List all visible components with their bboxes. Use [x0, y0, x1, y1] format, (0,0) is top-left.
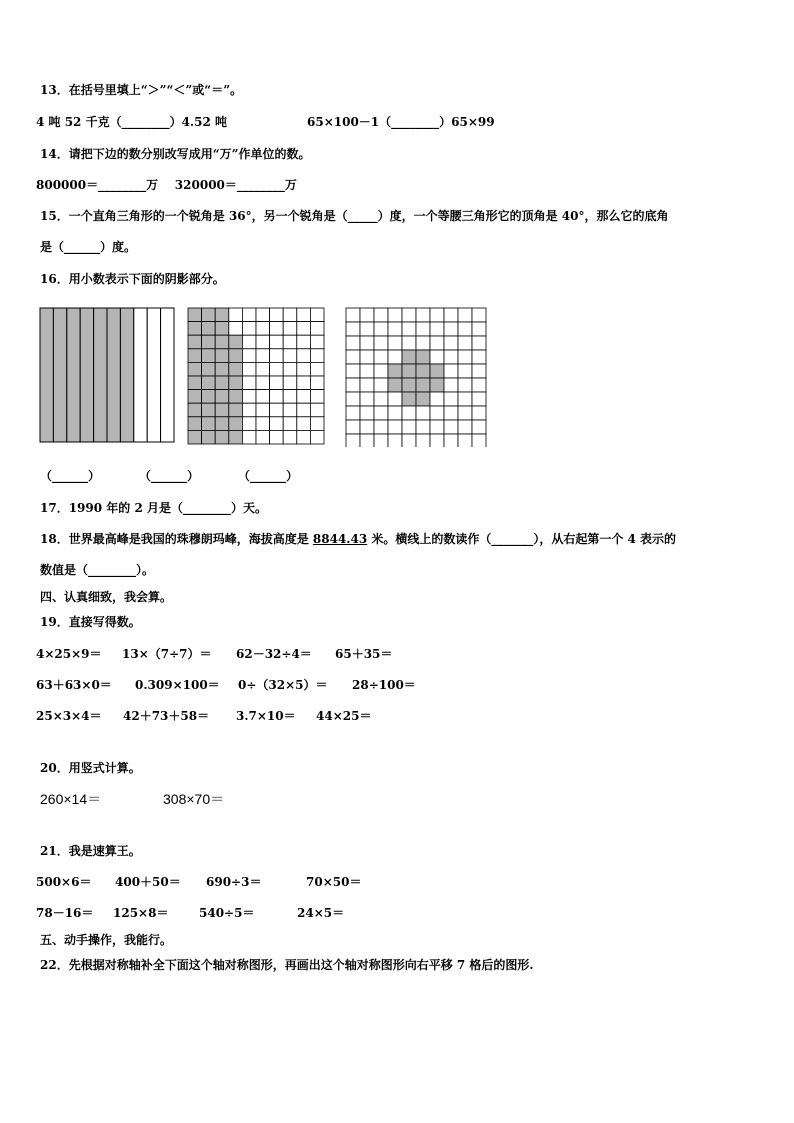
grid-cell	[297, 322, 311, 336]
grid-cell	[310, 390, 324, 404]
grid-cell	[472, 336, 486, 350]
q14-title: 14．请把下边的数分别改写成用“万”作单位的数。	[40, 147, 311, 161]
shaded-strip	[80, 308, 93, 442]
grid-cell	[283, 362, 297, 376]
grid-cell	[310, 308, 324, 322]
grid-cell	[270, 417, 284, 431]
grid-cell	[444, 364, 458, 378]
grid-cell	[256, 362, 270, 376]
shaded-cell	[229, 430, 243, 444]
q19-title: 19．直接写得数。	[40, 615, 141, 629]
grid-cell	[458, 434, 472, 447]
grid-cell	[297, 362, 311, 376]
grid-cell	[444, 336, 458, 350]
grid-cell	[346, 420, 360, 434]
shaded-cell	[188, 403, 202, 417]
grid-cell	[374, 322, 388, 336]
grid-cell	[430, 308, 444, 322]
grid-cell	[374, 420, 388, 434]
grid-cell	[270, 376, 284, 390]
shaded-cell	[202, 390, 216, 404]
grid-cell	[374, 434, 388, 447]
grid-cell	[472, 378, 486, 392]
q16-title: 16．用小数表示下面的阴影部分。	[40, 272, 225, 286]
grid-cell	[310, 335, 324, 349]
grid-cell	[346, 378, 360, 392]
strip	[147, 308, 160, 442]
grid-cell	[388, 406, 402, 420]
q19-r3c1: 25×3×4＝	[36, 709, 102, 723]
grid-cell	[402, 322, 416, 336]
shaded-cell	[188, 322, 202, 336]
grid-cell	[283, 403, 297, 417]
q19-r1c4: 65＋35＝	[335, 647, 393, 661]
shaded-cell	[188, 335, 202, 349]
q19-r1c2: 13×（7÷7）＝	[122, 647, 212, 661]
shaded-cell	[229, 376, 243, 390]
grid-cell	[388, 308, 402, 322]
q16-blank-2: （______）	[139, 469, 200, 483]
q18-line2: 数值是（________）。	[40, 563, 155, 577]
shaded-cell	[188, 390, 202, 404]
grid-cell	[229, 308, 243, 322]
grid-cell	[242, 403, 256, 417]
grid-cell	[430, 420, 444, 434]
grid-cell	[256, 349, 270, 363]
grid-cell	[346, 322, 360, 336]
grid-cell	[458, 392, 472, 406]
shaded-cell	[215, 417, 229, 431]
shaded-cell	[188, 308, 202, 322]
shaded-cell	[215, 322, 229, 336]
grid-cell	[444, 350, 458, 364]
grid-cell	[256, 335, 270, 349]
grid-cell	[242, 308, 256, 322]
grid-cell	[472, 392, 486, 406]
shaded-cell	[215, 362, 229, 376]
grid-cell	[472, 322, 486, 336]
grid-cell	[242, 335, 256, 349]
grid-cell	[430, 336, 444, 350]
grid-cell	[472, 308, 486, 322]
shaded-cell	[229, 349, 243, 363]
section-4-heading: 四、认真细致，我会算。	[40, 590, 173, 604]
q19-r2c1: 63＋63×0＝	[36, 678, 112, 692]
q16-figure-strips	[38, 307, 176, 445]
grid-cell	[388, 420, 402, 434]
grid-cell	[283, 430, 297, 444]
grid-cell	[388, 336, 402, 350]
grid-cell	[430, 406, 444, 420]
strip	[134, 308, 147, 442]
grid-cell	[283, 335, 297, 349]
shaded-cell	[229, 403, 243, 417]
grid-cell	[444, 308, 458, 322]
q16-blank-1: （______）	[40, 469, 101, 483]
q20-item-2: 308×70＝	[163, 791, 225, 807]
grid-cell	[374, 406, 388, 420]
shaded-cell	[416, 378, 430, 392]
q19-r3c2: 42＋73＋58＝	[123, 709, 210, 723]
grid-cell	[283, 322, 297, 336]
grid-cell	[444, 420, 458, 434]
grid-cell	[374, 392, 388, 406]
grid-cell	[360, 434, 374, 447]
grid-cell	[416, 336, 430, 350]
grid-cell	[360, 336, 374, 350]
q20-item-1: 260×14＝	[40, 791, 102, 807]
shaded-cell	[215, 403, 229, 417]
shaded-cell	[202, 362, 216, 376]
q19-r1c1: 4×25×9＝	[36, 647, 102, 661]
q21-title: 21．我是速算王。	[40, 844, 141, 858]
grid-cell	[430, 434, 444, 447]
grid-cell	[297, 403, 311, 417]
shaded-cell	[416, 350, 430, 364]
q16-figure-grid-2	[345, 307, 488, 447]
q19-r2c4: 28÷100＝	[352, 678, 416, 692]
grid-cell	[458, 406, 472, 420]
grid-cell	[346, 392, 360, 406]
q21-r1c2: 400＋50＝	[115, 875, 181, 889]
shaded-cell	[188, 430, 202, 444]
q21-r2c3: 540÷5＝	[199, 906, 255, 920]
shaded-cell	[202, 417, 216, 431]
grid-cell	[430, 392, 444, 406]
q19-r3c3: 3.7×10＝	[236, 709, 296, 723]
grid-cell	[270, 349, 284, 363]
q15-line2: 是（______）度。	[40, 240, 137, 254]
grid-cell	[242, 322, 256, 336]
shaded-cell	[416, 392, 430, 406]
q19-r2c3: 0÷（32×5）＝	[238, 678, 328, 692]
shaded-cell	[215, 376, 229, 390]
q17-line: 17．1990 年的 2 月是（________）天。	[40, 501, 267, 515]
q22-title: 22．先根据对称轴补全下面这个轴对称图形，再画出这个轴对称图形向右平移 7 格后的图形.	[40, 958, 534, 972]
grid-cell	[346, 434, 360, 447]
grid-cell	[360, 364, 374, 378]
grid-cell	[444, 322, 458, 336]
grid-cell	[444, 434, 458, 447]
grid-cell	[374, 364, 388, 378]
grid-cell	[360, 322, 374, 336]
shaded-strip	[107, 308, 120, 442]
grid-cell	[458, 322, 472, 336]
grid-cell	[297, 417, 311, 431]
grid-cell	[346, 406, 360, 420]
q18-pre: 18．世界最高峰是我国的珠穆朗玛峰，海拔高度是	[40, 532, 313, 546]
grid-cell	[310, 362, 324, 376]
q21-r1c3: 690÷3＝	[206, 875, 262, 889]
grid-cell	[270, 308, 284, 322]
shaded-cell	[229, 362, 243, 376]
grid-cell	[283, 376, 297, 390]
grid-cell	[297, 308, 311, 322]
grid-cell	[242, 376, 256, 390]
grid-cell	[310, 417, 324, 431]
shaded-strip	[40, 308, 53, 442]
grid-cell	[458, 350, 472, 364]
strip	[161, 308, 174, 442]
q20-title: 20．用竖式计算。	[40, 761, 141, 775]
grid-cell	[283, 349, 297, 363]
q13-title: 13．在括号里填上“＞”“＜”或“＝”。	[40, 83, 243, 97]
q18-post: 米。横线上的数读作（_______），从右起第一个 4 表示的	[367, 532, 677, 546]
grid-cell	[374, 378, 388, 392]
grid-cell	[270, 390, 284, 404]
grid-cell	[283, 417, 297, 431]
grid-cell	[346, 364, 360, 378]
grid-cell	[472, 364, 486, 378]
grid-cell	[256, 376, 270, 390]
grid-cell	[416, 406, 430, 420]
grid-cell	[360, 392, 374, 406]
grid-cell	[388, 392, 402, 406]
grid-cell	[402, 434, 416, 447]
grid-cell	[458, 364, 472, 378]
grid-cell	[310, 322, 324, 336]
grid-cell	[242, 430, 256, 444]
grid-cell	[256, 430, 270, 444]
grid-cell	[297, 335, 311, 349]
q18-line1	[40, 531, 676, 547]
shaded-cell	[215, 349, 229, 363]
q21-r2c4: 24×5＝	[297, 906, 345, 920]
section-5-heading: 五、动手操作，我能行。	[40, 933, 173, 947]
q21-r2c2: 125×8＝	[113, 906, 169, 920]
shaded-strip	[53, 308, 66, 442]
q16-figure-grid-1	[187, 307, 327, 447]
grid-cell	[458, 336, 472, 350]
grid-cell	[444, 392, 458, 406]
grid-cell	[444, 406, 458, 420]
q19-r2c2: 0.309×100＝	[135, 678, 220, 692]
grid-cell	[374, 336, 388, 350]
shaded-cell	[215, 390, 229, 404]
grid-cell	[256, 322, 270, 336]
q21-r1c1: 500×6＝	[36, 875, 92, 889]
grid-cell	[310, 349, 324, 363]
grid-cell	[472, 434, 486, 447]
grid-cell	[297, 390, 311, 404]
grid-cell	[242, 390, 256, 404]
grid-cell	[310, 376, 324, 390]
grid-cell	[270, 335, 284, 349]
grid-cell	[416, 308, 430, 322]
grid-cell	[388, 322, 402, 336]
grid-cell	[360, 308, 374, 322]
shaded-cell	[430, 364, 444, 378]
shaded-cell	[416, 364, 430, 378]
grid-cell	[346, 350, 360, 364]
grid-cell	[402, 336, 416, 350]
shaded-cell	[202, 430, 216, 444]
grid-cell	[472, 350, 486, 364]
grid-cell	[270, 322, 284, 336]
grid-cell	[472, 420, 486, 434]
shaded-cell	[402, 392, 416, 406]
grid-cell	[430, 350, 444, 364]
q13-item-b: 65×100－1（________）65×99	[307, 115, 495, 129]
shaded-cell	[202, 308, 216, 322]
shaded-cell	[388, 378, 402, 392]
shaded-cell	[202, 349, 216, 363]
shaded-cell	[202, 376, 216, 390]
grid-cell	[402, 406, 416, 420]
grid-cell	[360, 406, 374, 420]
grid-cell	[256, 403, 270, 417]
shaded-cell	[188, 376, 202, 390]
shaded-cell	[188, 417, 202, 431]
shaded-cell	[229, 335, 243, 349]
grid-cell	[416, 420, 430, 434]
shaded-cell	[430, 378, 444, 392]
grid-cell	[297, 376, 311, 390]
grid-cell	[458, 378, 472, 392]
shaded-cell	[202, 403, 216, 417]
grid-cell	[229, 322, 243, 336]
grid-cell	[270, 403, 284, 417]
shaded-cell	[188, 362, 202, 376]
q15-line1: 15．一个直角三角形的一个锐角是 36°，另一个锐角是（_____）度，一个等腰三角形它的顶角是 40°，那么它的底角	[40, 209, 669, 223]
grid-cell	[472, 406, 486, 420]
grid-cell	[256, 390, 270, 404]
grid-cell	[242, 362, 256, 376]
grid-cell	[416, 322, 430, 336]
grid-cell	[430, 322, 444, 336]
grid-cell	[402, 308, 416, 322]
grid-cell	[388, 434, 402, 447]
q19-r3c4: 44×25＝	[316, 709, 372, 723]
q16-blank-3: （______）	[238, 469, 299, 483]
q21-r2c1: 78－16＝	[36, 906, 94, 920]
grid-cell	[458, 308, 472, 322]
grid-cell	[402, 420, 416, 434]
shaded-cell	[215, 335, 229, 349]
grid-cell	[346, 308, 360, 322]
grid-cell	[374, 308, 388, 322]
shaded-strip	[94, 308, 107, 442]
grid-cell	[360, 378, 374, 392]
q21-r1c4: 70×50＝	[306, 875, 362, 889]
grid-cell	[297, 349, 311, 363]
grid-cell	[283, 308, 297, 322]
grid-cell	[270, 430, 284, 444]
shaded-cell	[402, 378, 416, 392]
grid-cell	[374, 350, 388, 364]
grid-cell	[242, 349, 256, 363]
shaded-cell	[388, 364, 402, 378]
grid-cell	[360, 420, 374, 434]
shaded-cell	[215, 308, 229, 322]
shaded-cell	[229, 390, 243, 404]
shaded-strip	[120, 308, 133, 442]
grid-cell	[346, 336, 360, 350]
grid-cell	[458, 420, 472, 434]
shaded-cell	[188, 349, 202, 363]
grid-cell	[256, 308, 270, 322]
q19-r1c3: 62－32÷4＝	[236, 647, 312, 661]
grid-cell	[242, 417, 256, 431]
grid-cell	[310, 403, 324, 417]
q14-line: 800000＝________万 320000＝________万	[36, 178, 297, 192]
grid-cell	[283, 390, 297, 404]
grid-cell	[388, 350, 402, 364]
shaded-cell	[202, 322, 216, 336]
grid-cell	[360, 350, 374, 364]
shaded-cell	[402, 364, 416, 378]
shaded-cell	[202, 335, 216, 349]
grid-cell	[416, 434, 430, 447]
grid-cell	[256, 417, 270, 431]
shaded-strip	[67, 308, 80, 442]
grid-cell	[444, 378, 458, 392]
shaded-cell	[229, 417, 243, 431]
shaded-cell	[402, 350, 416, 364]
shaded-cell	[215, 430, 229, 444]
grid-cell	[297, 430, 311, 444]
grid-cell	[310, 430, 324, 444]
q13-item-a: 4 吨 52 千克（________）4.52 吨	[36, 115, 227, 129]
q18-underlined-number: 8844.43	[312, 532, 368, 546]
grid-cell	[270, 362, 284, 376]
